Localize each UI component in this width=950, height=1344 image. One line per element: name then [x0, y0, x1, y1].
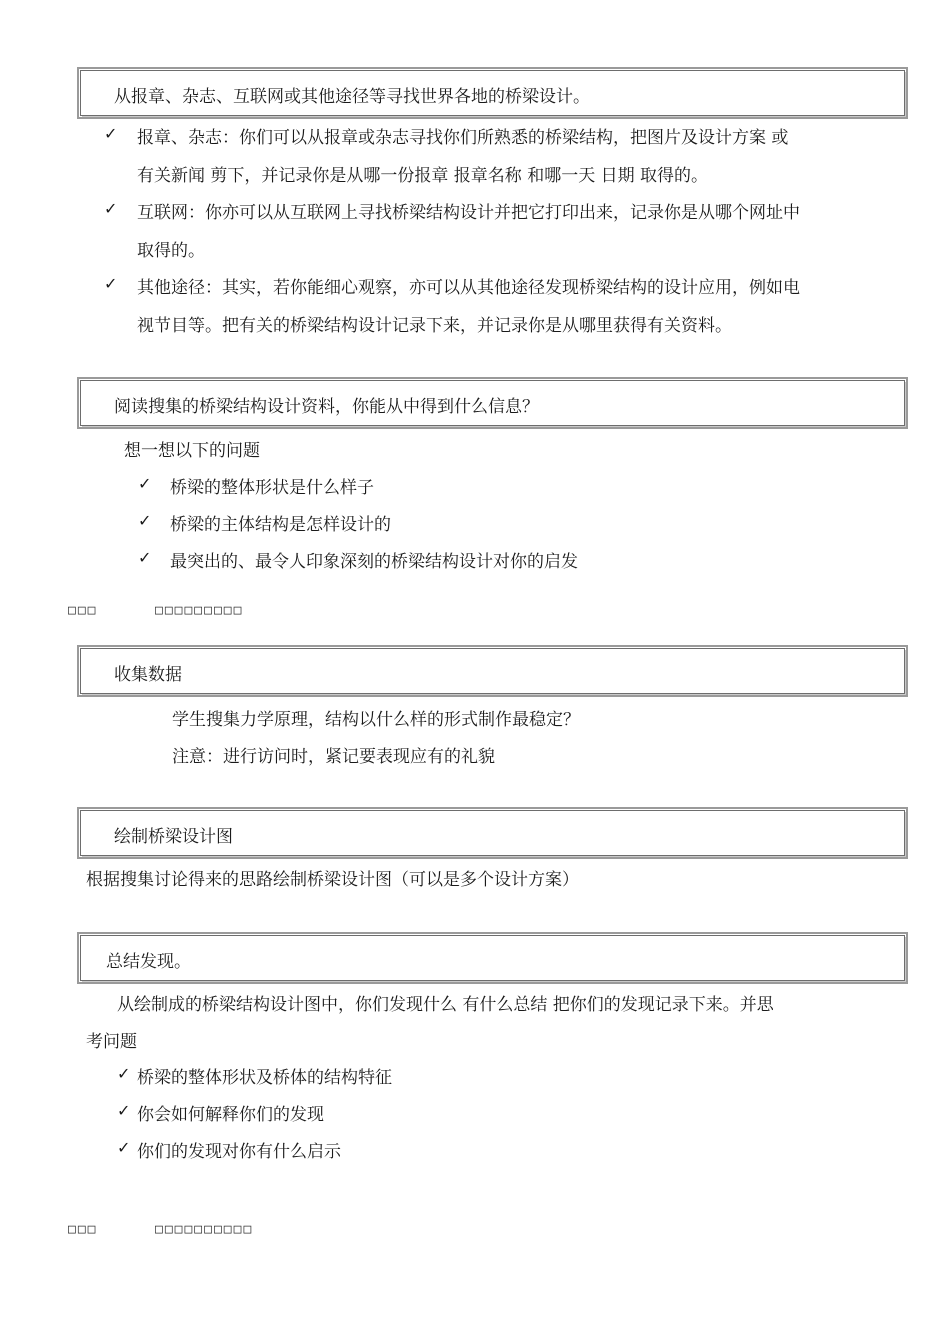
section4-line1: 根据搜集讨论得来的思路绘制桥梁设计图（可以是多个设计方案） [86, 870, 579, 890]
section2-item3: 最突出的、最令人印象深刻的桥梁结构设计对你的启发 [170, 552, 578, 572]
section1-item3-line2: 视节目等。把有关的桥梁结构设计记录下来，并记录你是从哪里获得有关资料。 [137, 316, 732, 336]
section1-item2-line2: 取得的。 [137, 241, 205, 261]
section5-title-box [80, 935, 905, 981]
garbled-heading-right: □□□□□□□□□ [155, 603, 244, 618]
check-icon: ✓ [117, 1101, 131, 1120]
section2-title: 阅读搜集的桥梁结构设计资料，你能从中得到什么信息？ [114, 397, 539, 417]
section2-title-box [80, 380, 905, 426]
section2-intro: 想一想以下的问题 [124, 441, 260, 461]
section5-paragraph-line1: 从绘制成的桥梁结构设计图中，你们发现什么 有什么总结 把你们的发现记录下来。并思 [117, 995, 774, 1015]
section1-item3-line1: 其他途径：其实，若你能细心观察，亦可以从其他途径发现桥梁结构的设计应用，例如电 [137, 278, 800, 298]
section1-item1-line2: 有关新闻 剪下，并记录你是从哪一份报章 报章名称 和哪一天 日期 取得的。 [137, 166, 709, 186]
section4-title: 绘制桥梁设计图 [114, 827, 233, 847]
section3-title-box [80, 648, 905, 694]
section5-paragraph-line2: 考问题 [86, 1032, 137, 1052]
section1-item1-line1: 报章、杂志：你们可以从报章或杂志寻找你们所熟悉的桥梁结构，把图片及设计方案 或 [137, 128, 789, 148]
check-icon: ✓ [138, 474, 152, 493]
section3-line2: 注意：进行访问时，紧记要表现应有的礼貌 [172, 747, 495, 767]
section5-item1: 桥梁的整体形状及桥体的结构特征 [137, 1068, 392, 1088]
check-icon: ✓ [104, 199, 118, 218]
garbled-heading-left: □□□ [68, 603, 98, 618]
section2-item1: 桥梁的整体形状是什么样子 [170, 478, 374, 498]
section2-item2: 桥梁的主体结构是怎样设计的 [170, 515, 391, 535]
check-icon: ✓ [104, 124, 118, 143]
check-icon: ✓ [138, 548, 152, 567]
section1-title: 从报章、杂志、互联网或其他途径等寻找世界各地的桥梁设计。 [114, 87, 590, 107]
garbled-heading-right: □□□□□□□□□□ [155, 1222, 254, 1237]
check-icon: ✓ [104, 274, 118, 293]
check-icon: ✓ [117, 1138, 131, 1157]
section5-title: 总结发现。 [106, 952, 191, 972]
section3-line1: 学生搜集力学原理，结构以什么样的形式制作最稳定？ [172, 710, 580, 730]
section3-title: 收集数据 [114, 665, 182, 685]
section4-title-box [80, 810, 905, 856]
check-icon: ✓ [117, 1064, 131, 1083]
section5-item2: 你会如何解释你们的发现 [137, 1105, 324, 1125]
section5-item3: 你们的发现对你有什么启示 [137, 1142, 341, 1162]
garbled-heading-left: □□□ [68, 1222, 98, 1237]
check-icon: ✓ [138, 511, 152, 530]
section1-title-box [80, 70, 905, 116]
section1-item2-line1: 互联网：你亦可以从互联网上寻找桥梁结构设计并把它打印出来，记录你是从哪个网址中 [137, 203, 800, 223]
